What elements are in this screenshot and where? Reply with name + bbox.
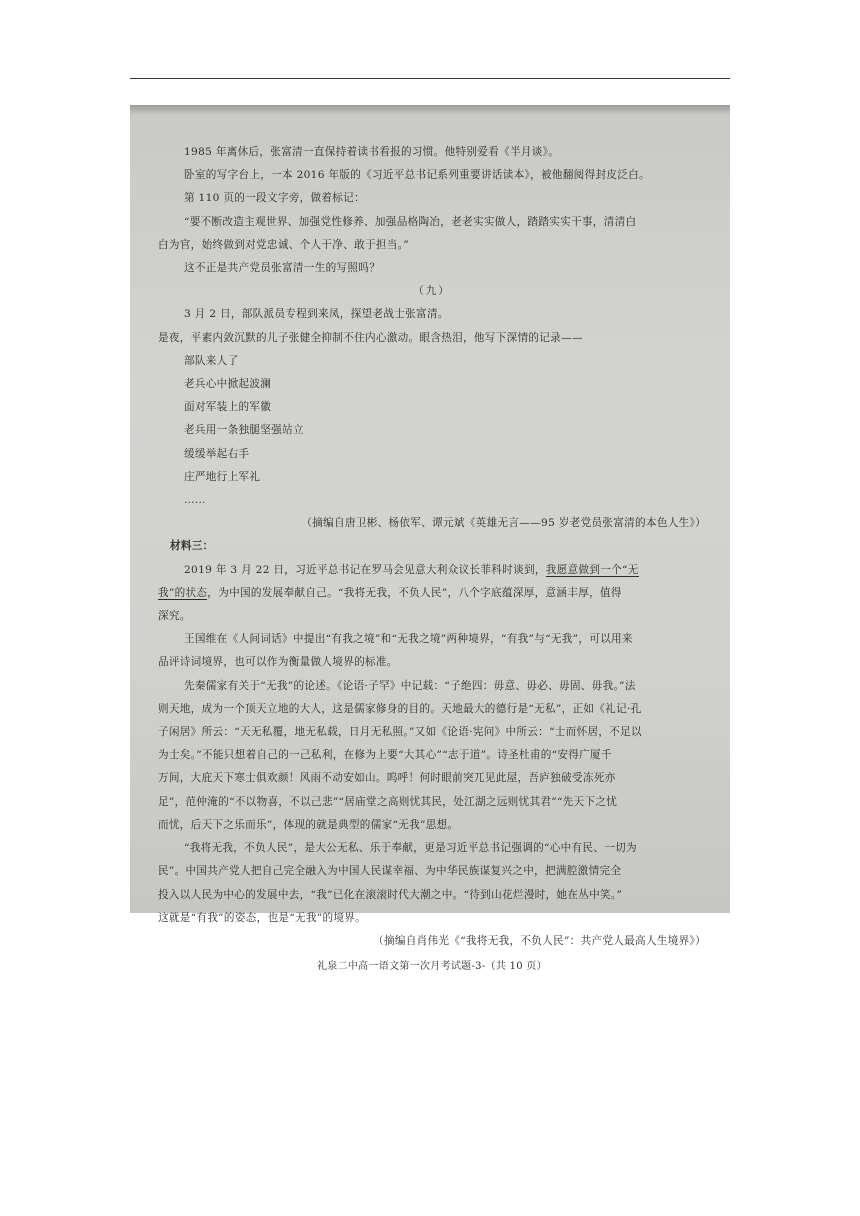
text-line: 投入以人民为中心的发展中去，“我”已化在滚滚时代大潮之中。“待到山花烂漫时，她在丛中笑。” (158, 888, 623, 901)
page-footer: 礼泉二中高一语文第一次月考试题-3-（共 10 页） (316, 961, 547, 973)
text-line: “要不断改造主观世界、加强党性修养、加强品格陶冶，老老实实做人，踏踏实实干事，清清白 (184, 215, 637, 228)
page-text (158, 141, 706, 978)
text-line: 这就是“有我”的姿态，也是“无我”的境界。 (158, 911, 367, 924)
poem-line: 面对军装上的军徽 (184, 401, 272, 414)
source-citation: （摘编自肖伟光《“我将无我，不负人民”：共产党人最高人生境界》） (373, 934, 706, 947)
text-line (158, 559, 706, 582)
text-line: 先秦儒家有关于“无我”的论述。《论语·子罕》中记载：“子绝四：毋意、毋必、毋固、毋我。”法 (184, 679, 636, 692)
poem-line: 缓缓举起右手 (184, 447, 250, 460)
text-line: 足”，范仲淹的“不以物喜，不以己悲”“居庙堂之高则忧其民，处江湖之远则忧其君”“先天下之忧 (158, 795, 618, 808)
text-span: 2019 年 3 月 22 日，习近平总书记在罗马会见意大利众议长菲科时谈到， (184, 563, 546, 576)
text-line: 万间，大庇天下寒士俱欢颜！风雨不动安如山。呜呼！何时眼前突兀见此屋，吾庐独破受冻死亦 (158, 772, 616, 785)
text-line: 王国维在《人间词话》中提出“有我之境”和“无我之境”两种境界，“有我”与“无我”，可以用来 (184, 633, 633, 646)
text-line: 品评诗词境界，也可以作为衡量做人境界的标准。 (158, 656, 398, 669)
poem-line: 老兵心中掀起波澜 (184, 378, 272, 391)
top-rule (130, 78, 730, 79)
text-line (158, 582, 706, 605)
poem-line: 庄严地行上军礼 (184, 470, 261, 483)
text-line: 子闲居》所云：“天无私覆，地无私载，日月无私照。”又如《论语·宪问》中所云：“士而怀居，不足以 (158, 726, 642, 739)
text-line: 则天地，成为一个顶天立地的大人，这是儒家修身的目的。天地最大的德行是“无私”，正如《礼记·孔 (158, 702, 642, 715)
poem-line: 老兵用一条独腿坚强站立 (184, 424, 304, 437)
text-line: 第 110 页的一段文字旁，做着标记： (184, 192, 365, 205)
text-line: 白为官，始终做到对党忠诚、个人干净、敢于担当。” (158, 238, 409, 251)
text-line: 卧室的写字台上，一本 2016 年版的《习近平总书记系列重要讲话读本》，被他翻阅得封皮泛白。 (184, 169, 650, 182)
text-line: 这不正是共产党员张富清一生的写照吗？ (184, 262, 381, 275)
section-heading: （九） (413, 285, 451, 298)
poem-line: …… (184, 494, 206, 507)
text-line: 1985 年离休后，张富清一直保持着读书看报的习惯。他特别爱看《半月谈》。 (184, 146, 560, 158)
text-line: 深究。 (158, 610, 191, 623)
text-line: “我将无我，不负人民”，是大公无私、乐于奉献，更是习近平总书记强调的“心中有民、一切为 (184, 842, 637, 855)
text-line: 为士矣。”不能只想着自己的一己私利，在修为上要“大其心”“志于道”。诗圣杜甫的“安得广厦千 (158, 749, 612, 762)
text-line: 3 月 2 日，部队派员专程到来凤，探望老战士张富清。 (184, 308, 449, 321)
poem-line: 部队来人了 (184, 354, 239, 367)
underlined-text: 我愿意做到一个“无 (545, 563, 639, 576)
source-citation: （摘编自唐卫彬、杨依军、谭元斌《英雄无言——95 岁老党员张富清的本色人生》） (301, 517, 706, 530)
text-line: 民”。中国共产党人把自己完全融入为中国人民谋幸福、为中华民族谋复兴之中，把满腔激情完全 (158, 865, 622, 878)
underlined-text: 我”的状态 (158, 586, 208, 599)
text-line: 是夜，平素内敛沉默的儿子张健全抑制不住内心激动。眼含热泪，他写下深情的记录—— (158, 331, 583, 344)
text-span: ，为中国的发展奉献自己。“我将无我，不负人民”，八个字底蕴深厚，意涵丰厚，值得 (207, 586, 622, 599)
material-heading: 材料三： (170, 540, 214, 553)
text-line: 而忧，后天下之乐而乐”，体现的就是典型的儒家“无我”思想。 (158, 818, 459, 831)
exam-page-photo (130, 105, 730, 973)
